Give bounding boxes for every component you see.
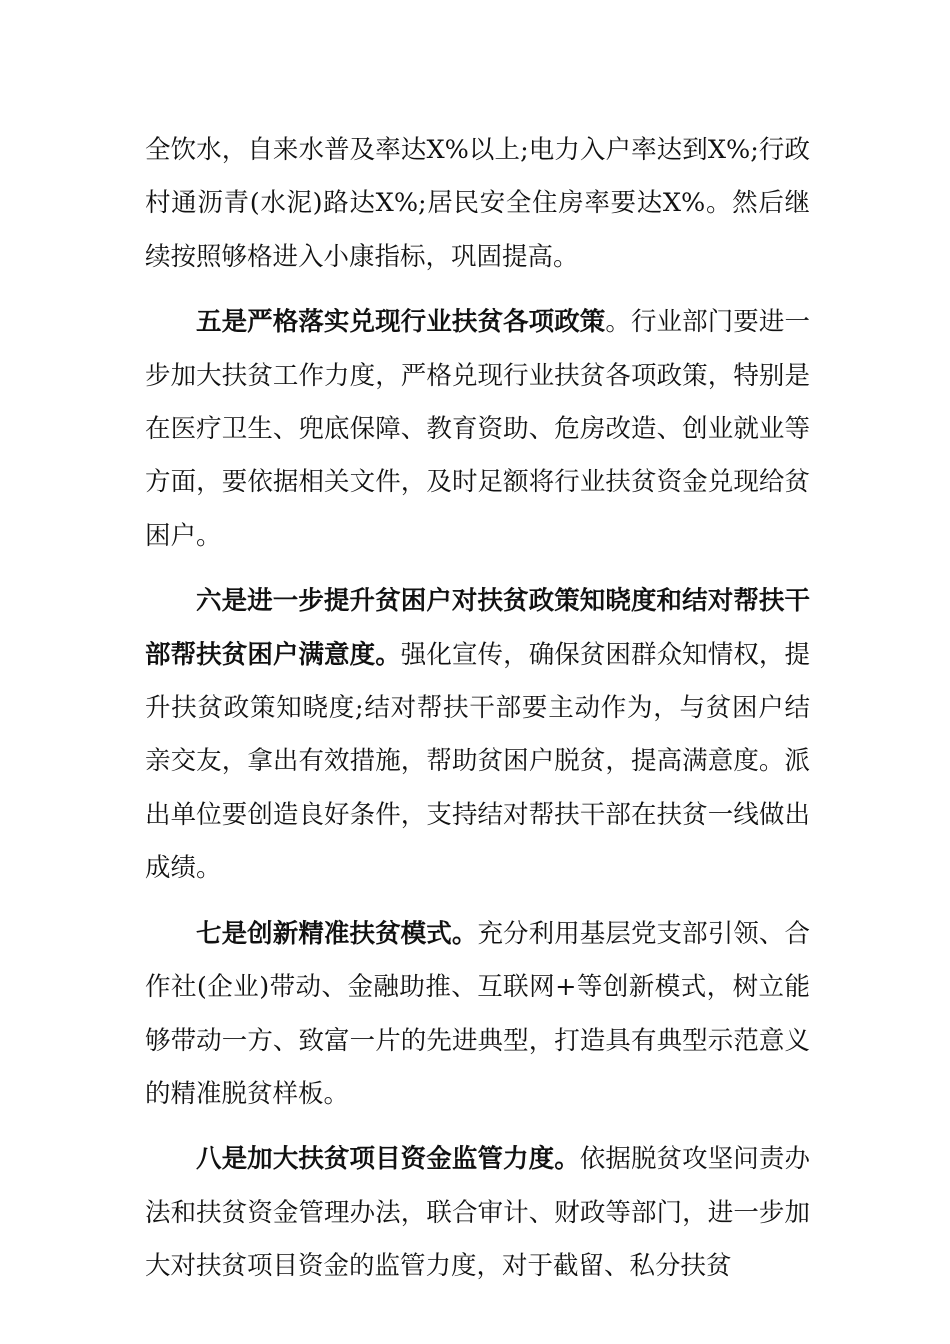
document-page [145, 124, 810, 1306]
paragraph-policy-8 [145, 1133, 810, 1293]
paragraph-heading: 五是严格落实兑现行业扶贫各项政策 [196, 307, 606, 338]
paragraph-continuation [145, 124, 810, 284]
paragraph-text: 。行业部门要进一步加大扶贫工作力度，严格兑现行业扶贫各项政策，特别是在医疗卫生、兜底保障、教育资助、危房改造、创业就业等方面，要依据相关文件，及时足额将行业扶贫资金兑现给贫困户。 [145, 307, 810, 551]
paragraph-text: 依据脱贫攻坚问责办法和扶贫资金管理办法，联合审计、财政等部门，进一步加大对扶贫项目资金的监管力度，对于截留、私分扶贫 [145, 1144, 810, 1282]
paragraph-policy-6 [145, 575, 810, 895]
paragraph-policy-7 [145, 908, 810, 1122]
paragraph-text: 充分利用基层党支部引领、合作社(企业)带动、金融助推、互联网+等创新模式，树立能够带动一方、致富一片的先进典型，打造具有典型示范意义的精准脱贫样板。 [145, 918, 810, 1109]
paragraph-text: 强化宣传，确保贫困群众知情权，提升扶贫政策知晓度;结对帮扶干部要主动作为，与贫困户结亲交友，拿出有效措施，帮助贫困户脱贫，提高满意度。派出单位要创造良好条件，支持结对帮扶干部在扶贫一线做出成绩。 [145, 639, 810, 884]
paragraph-heading: 七是创新精准扶贫模式。 [196, 918, 478, 949]
paragraph-heading: 八是加大扶贫项目资金监管力度。 [196, 1144, 580, 1175]
paragraph-policy-5 [145, 296, 810, 563]
paragraph-heading: 六是进一步提升贫困户对扶贫政策知晓度和结对帮扶干部帮扶贫困户满意度。 [145, 586, 810, 670]
paragraph-text: 全饮水，自来水普及率达X%以上;电力入户率达到X%;行政村通沥青(水泥)路达X%;居民安全住房率要达X%。然后继续按照够格进入小康指标，巩固提高。 [145, 135, 810, 272]
